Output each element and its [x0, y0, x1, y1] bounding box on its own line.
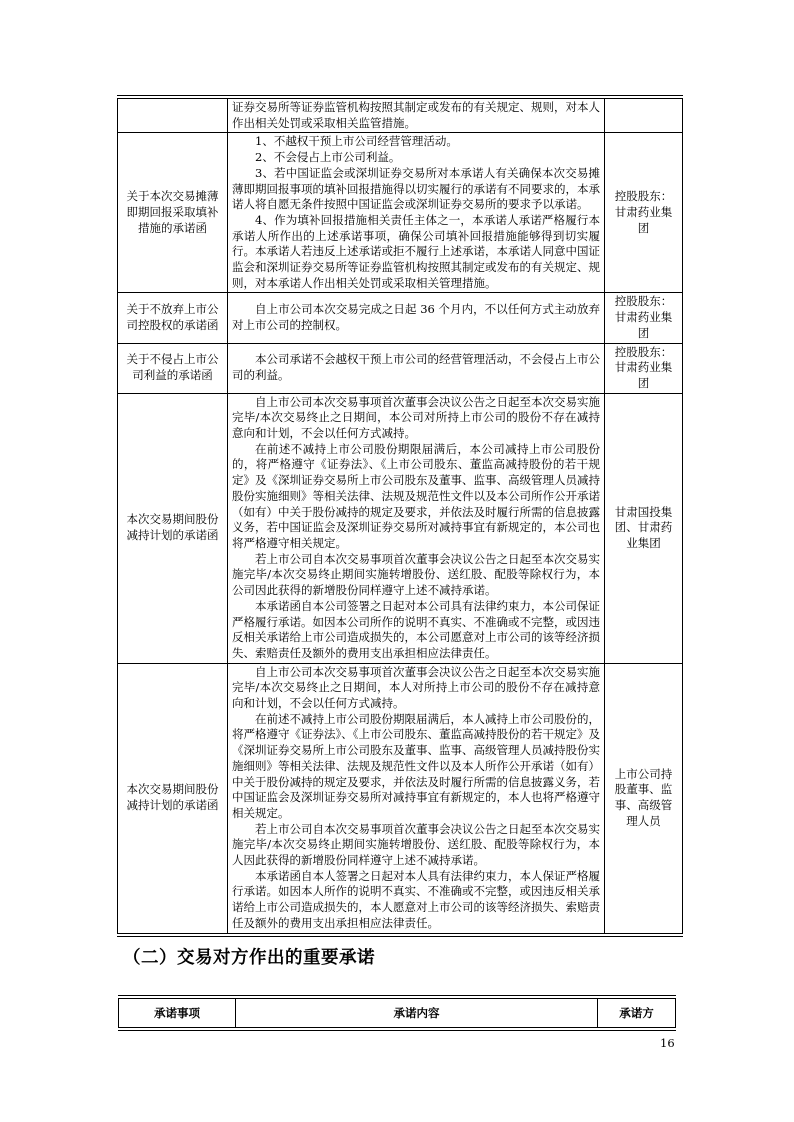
content-cell — [228, 97, 605, 133]
section-heading: （二）交易对方作出的重要承诺 — [123, 948, 375, 968]
party-cell: 控股股东：甘肃药业集团 — [605, 293, 683, 343]
table-row — [118, 393, 683, 663]
content-cell — [228, 133, 605, 293]
paragraph: 在前述不减持上市公司股份期限届满后，本公司减持上市公司股份的，将严格遵守《证券法》、《上市公司股东、董监高减持股份的若干规定》及《深圳证券交易所上市公司股东及董事、监事、高级管理人员减持股份实施细则》等相关法律、法规及规范性文件以及本公司所作公开承诺（如有）中关于股份减持的规定及要求，并依法及时履行所需的信息披露义务，若中国证监会及深圳证券交易所对减持事宜有新规定的，本公司也将严格遵守相关规定。 — [232, 441, 600, 550]
content-cell — [228, 343, 605, 393]
party-cell — [605, 97, 683, 133]
paragraph: 2、不会侵占上市公司利益。 — [255, 150, 401, 165]
paragraph: 3、若中国证监会或深圳证券交易所对本承诺人有关确保本次交易摊薄即期回报事项的填补回报措施得以切实履行的承诺有不同要求的，本承诺人将自愿无条件按照中国证监会或深圳证券交易所的要求予以承诺。 — [232, 165, 600, 212]
content-cell — [228, 293, 605, 343]
page-number: 16 — [660, 1036, 675, 1050]
paragraph: 本公司承诺不会越权干预上市公司的经营管理活动，不会侵占上市公司的利益。 — [232, 352, 600, 383]
paragraph: 证券交易所等证券监管机构按照其制定或发布的有关规定、规则，对本人作出相关处罚或采取相关监管措施。 — [232, 100, 600, 130]
party-cell: 控股股东：甘肃药业集团 — [605, 343, 683, 393]
paragraph: 自上市公司本次交易完成之日起 36 个月内，不以任何方式主动放弃对上市公司的控制权。 — [232, 302, 600, 332]
table-row — [118, 663, 683, 934]
paragraph: 在前述不减持上市公司股份期限届满后，本人减持上市公司股份的，将严格遵守《证券法》、《上市公司股东、董监高减持股份的若干规定》及《深圳证券交易所上市公司股东及董事、监事、高级管理人员减持股份实施细则》等相关法律、法规及规范性文件以及本人所作公开承诺（如有）中关于股份减持的规定及要求，并依法及时履行所需的信息披露义务，若中国证监会及深圳证券交易所对减持事宜有新规定的，本人也将严格遵守相关规定。 — [232, 711, 600, 820]
table-row — [118, 293, 683, 343]
paragraph: 本承诺函自本公司签署之日起对本公司具有法律约束力，本公司保证严格履行承诺。如因本公司所作的说明不真实、不准确或不完整，或因违反相关承诺给上市公司造成损失的，本公司愿意对上市公司的该等经济损失、索赔责任及额外的费用支出承担相应法律责任。 — [232, 598, 600, 660]
header-commitment-item: 承诺事项 — [119, 997, 236, 1029]
table-row — [118, 97, 683, 133]
paragraph: 若上市公司自本次交易事项首次董事会决议公告之日起至本次交易实施完毕/本次交易终止期间实施转增股份、送红股、配股等除权行为，本公司因此获得的新增股份同样遵守上述不减持承诺。 — [232, 551, 600, 598]
item-cell: 本次交易期间股份减持计划的承诺函 — [118, 393, 228, 663]
paragraph: 若上市公司自本次交易事项首次董事会决议公告之日起至本次交易实施完毕/本次交易终止期间实施转增股份、送红股、配股等除权行为，本人因此获得的新增股份同样遵守上述不减持承诺。 — [232, 821, 600, 868]
paragraph: 1、不越权干预上市公司经营管理活动。 — [255, 134, 458, 149]
content-cell — [228, 663, 605, 934]
paragraph: 本承诺函自本人签署之日起对本人具有法律约束力，本人保证严格履行承诺。如因本人所作的说明不真实、不准确或不完整，或因违反相关承诺给上市公司造成损失的，本人愿意对上市公司的该等经济损失、索赔责任及额外的费用支出承担相应法律责任。 — [232, 868, 600, 930]
header-commitment-content: 承诺内容 — [236, 997, 598, 1029]
content-cell — [228, 393, 605, 663]
paragraph: 自上市公司本次交易事项首次董事会决议公告之日起至本次交易实施完毕/本次交易终止之日期间，本公司对所持上市公司的股份不存在减持意向和计划，不会以任何方式减持。 — [232, 394, 600, 441]
paragraph: 自上市公司本次交易事项首次董事会决议公告之日起至本次交易实施完毕/本次交易终止之日期间，本人对所持上市公司的股份不存在减持意向和计划，不会以任何方式减持。 — [232, 664, 600, 711]
table-row — [118, 343, 683, 393]
paragraph: 4、作为填补回报措施相关责任主体之一，本承诺人承诺严格履行本承诺人所作出的上述承诺事项，确保公司填补回报措施能够得到切实履行。本承诺人若违反上述承诺或拒不履行上述承诺，本承诺人同意中国证监会和深圳证券交易所等证券监管机构按照其制定或发布的有关规定、规则，对本承诺人作出相关处罚或采取相关管理措施。 — [232, 212, 600, 290]
party-cell: 甘肃国投集团、甘肃药业集团 — [605, 393, 683, 663]
item-cell: 关于不放弃上市公司控股权的承诺函 — [118, 293, 228, 343]
item-cell: 关于不侵占上市公司利益的承诺函 — [118, 343, 228, 393]
party-cell: 上市公司持股董事、监事、高级管理人员 — [605, 663, 683, 934]
counterparty-commitments-table — [118, 995, 676, 1031]
commitments-table — [117, 95, 683, 937]
table-header-row — [119, 997, 676, 1029]
table-row — [118, 133, 683, 293]
item-cell: 关于本次交易摊薄即期回报采取填补措施的承诺函 — [118, 133, 228, 293]
item-cell — [118, 97, 228, 133]
item-cell: 本次交易期间股份减持计划的承诺函 — [118, 663, 228, 934]
party-cell: 控股股东：甘肃药业集团 — [605, 133, 683, 293]
header-commitment-party: 承诺方 — [598, 997, 676, 1029]
